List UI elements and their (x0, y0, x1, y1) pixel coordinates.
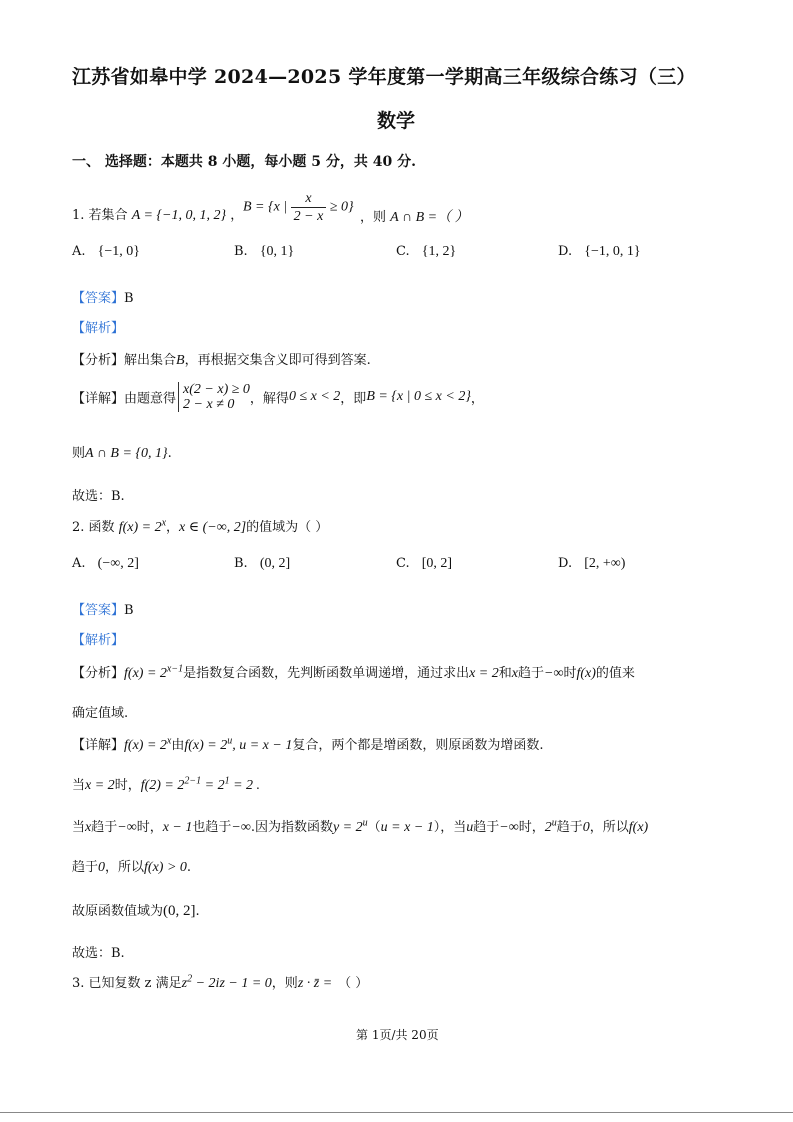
q3-prefix: 3. 已知复数 z 满足 (72, 976, 182, 991)
q1-set-a: A = {−1, 0, 1, 2} (131, 208, 227, 223)
l3-tends2: 趋于 (473, 820, 500, 835)
q2-option-a[interactable] (72, 556, 139, 572)
range-text: 故原函数值域为 (72, 904, 164, 919)
l3-u: u = x − 1 (380, 820, 434, 835)
option-value: (−∞, 2] (97, 556, 139, 571)
when-calc: f(2) = 2 (140, 778, 185, 793)
q3-exp: 2 (187, 973, 193, 985)
q2-option-b[interactable] (234, 556, 290, 572)
q3-z: z (181, 976, 188, 991)
q2-option-c[interactable] (396, 556, 452, 572)
q2-fenxi (72, 662, 635, 682)
q2-suffix: 的值域为（ ） (246, 520, 329, 535)
option-value: [2, +∞) (584, 556, 626, 571)
fenxi-text-end: ，再根据交集含义即可得到答案. (184, 353, 371, 368)
l4-tends: 趋于 (72, 860, 99, 875)
option-label: B. (234, 244, 248, 259)
q2-prefix: 2. 函数 (72, 520, 115, 535)
q2-stem (72, 516, 328, 536)
q2-answer (72, 599, 134, 618)
fenxi-when: 时 (563, 666, 577, 681)
option-label: C. (396, 244, 410, 259)
xiangjie-comma: ， (470, 391, 484, 407)
q1-stem (72, 204, 243, 224)
q1-option-c[interactable] (396, 244, 456, 260)
q2-option-d[interactable] (558, 556, 625, 572)
page-footer: 第 1页/共 20页 (356, 1028, 439, 1042)
xiangjie-text-3: ，即 (340, 391, 367, 407)
when-exp2: 1 (224, 775, 230, 787)
q3-equation: − 2iz − 1 = 0 (192, 976, 272, 991)
q2-range (72, 900, 200, 920)
q1-option-d[interactable] (558, 244, 641, 260)
l3-zero: 0 (582, 820, 590, 835)
q1-set-b-denominator: 2 − x (293, 209, 324, 224)
l3-y: y = 2 (332, 820, 363, 835)
document-title: 江苏省如皋中学 2024—2025 学年度第一学期高三年级综合练习（三） (72, 66, 696, 88)
l3-inf: −∞ (117, 820, 137, 835)
xiangjie-by: 由 (171, 738, 185, 753)
q2-domain: x ∈ (−∞, 2] (179, 520, 247, 535)
range-value: (0, 2] (163, 903, 196, 919)
range-period: . (195, 904, 200, 919)
l3-xm1: x − 1 (162, 820, 193, 835)
fenxi-inf: −∞ (544, 666, 564, 681)
l3-because: .因为指数函数 (250, 820, 333, 835)
when-x: x = 2 (85, 778, 115, 793)
l3-tends3: 趋于 (556, 820, 583, 835)
q1-option-a[interactable] (72, 244, 140, 260)
when-end: = 2 . (229, 778, 261, 793)
q1-suffix: ，则 (360, 210, 387, 225)
fenxi-set: B (176, 353, 185, 368)
l4-so: ，所以 (105, 860, 145, 875)
q1-option-b[interactable] (234, 244, 294, 260)
q1-xiangjie (72, 382, 484, 412)
system-line-1: x(2 − x) ≥ 0 (183, 382, 250, 397)
q2-xiangjie (72, 734, 543, 754)
answer-value: B (124, 603, 134, 618)
l3-paren-open: （ (367, 820, 381, 835)
fenxi-text: 是指数复合函数，先判断函数单调递增，通过求出 (183, 666, 470, 681)
option-label: D. (558, 244, 573, 259)
l3-fx: f(x) (628, 820, 649, 835)
l3-when: 时， (136, 820, 163, 835)
system-line-2: 2 − x ≠ 0 (183, 397, 235, 412)
xiangjie-tag: 【详解】 (72, 738, 125, 753)
section-heading: 一、 选择题：本题共 8 小题，每小题 5 分，共 40 分. (72, 154, 416, 170)
q1-inequality-system (178, 382, 250, 412)
conclusion-text: 则 (72, 446, 86, 461)
q3-ask: z · z̄ = (297, 976, 333, 991)
fenxi-exponent: x−1 (166, 663, 184, 675)
q3-then: ，则 (271, 976, 298, 991)
q3-stem (72, 972, 368, 992)
q2-analysis-tag (72, 629, 124, 648)
q1-conclusion (72, 442, 172, 462)
fenxi-text: 解出集合 (124, 353, 177, 368)
q2-comma: ， (166, 520, 180, 535)
fenxi-x2: x = 2 (469, 666, 499, 681)
fenxi-tag: 【分析】 (72, 666, 125, 681)
option-value: (0, 2] (259, 556, 291, 571)
analysis-tag: 【解析】 (72, 321, 125, 336)
fenxi-tag: 【分析】 (72, 353, 125, 368)
q1-ask (360, 206, 469, 226)
option-value: {1, 2} (421, 244, 457, 259)
l3-text: 当 (72, 820, 86, 835)
l3-2u-exp: u (551, 817, 557, 829)
l3-inf2: −∞ (231, 820, 251, 835)
option-label: D. (558, 556, 573, 571)
l3-also: 也趋于 (192, 820, 232, 835)
answer-tag: 【答案】 (72, 291, 125, 306)
xiangjie-function: f(x) = 2 (124, 738, 167, 753)
fenxi-x: x (511, 666, 518, 681)
l4-zero: 0 (98, 860, 106, 875)
option-label: B. (234, 556, 248, 571)
q1-prefix: 1. 若集合 (72, 208, 128, 223)
option-label: C. (396, 556, 410, 571)
xiangjie-set: B = {x | 0 ≤ x < 2} (366, 389, 471, 404)
q2-when-x2 (72, 774, 260, 794)
option-value: {−1, 0, 1} (584, 244, 641, 259)
subject-title: 数学 (377, 110, 416, 132)
when-text-2: 时， (114, 778, 141, 793)
fenxi-end: 的值来 (595, 666, 635, 681)
xiangjie-text-2: ，解得 (249, 391, 289, 407)
q1-set-b (243, 190, 354, 225)
option-value: {0, 1} (259, 244, 295, 259)
option-value: {−1, 0} (97, 244, 141, 259)
q2-limit-line (72, 816, 648, 836)
q2-function-exponent: x (161, 517, 167, 529)
q1-intersection: A ∩ B =（ ） (390, 210, 469, 225)
q3-paren: （ ） (338, 976, 369, 991)
l3-yexp: u (362, 817, 368, 829)
xiangjie-inequality: 0 ≤ x < 2 (288, 389, 341, 404)
page-bottom-rule (0, 1112, 793, 1113)
option-label: A. (72, 244, 86, 259)
conclusion-period: . (167, 446, 172, 461)
conclusion-math: A ∩ B = {0, 1} (85, 446, 168, 461)
when-text: 当 (72, 778, 86, 793)
xiangjie-composite: f(x) = 2 (184, 738, 228, 753)
q1-set-b-left: B = {x | (243, 199, 288, 215)
l3-when2: 时， (518, 820, 545, 835)
q2-positive-line (72, 856, 191, 876)
fenxi-function: f(x) = 2 (124, 666, 167, 681)
q2-choice: 故选：B. (72, 946, 125, 961)
answer-value: B (124, 291, 134, 306)
xiangjie-exponent: x (166, 735, 172, 747)
xiangjie-composite-exponent: u (227, 735, 233, 747)
when-exp1: 2−1 (184, 775, 202, 787)
q2-fenxi-line2: 确定值域. (72, 706, 129, 721)
q2-function: f(x) = 2 (118, 520, 162, 535)
xiangjie-text: 由题意得 (124, 391, 177, 407)
fenxi-tends: 趋于 (518, 666, 545, 681)
q1-set-b-fraction (291, 190, 327, 225)
analysis-tag: 【解析】 (72, 633, 125, 648)
q1-fenxi (72, 349, 371, 369)
l4-period: . (186, 860, 192, 875)
l3-u2: u (466, 820, 474, 835)
q1-choice: 故选：B. (72, 489, 125, 504)
xiangjie-inner: , u = x − 1 (232, 738, 293, 753)
q1-analysis-tag (72, 317, 124, 336)
option-value: [0, 2] (421, 556, 453, 571)
l3-inf3: −∞ (499, 820, 519, 835)
answer-tag: 【答案】 (72, 603, 125, 618)
when-eq: = 2 (201, 778, 225, 793)
q1-set-b-numerator: x (291, 190, 327, 208)
l3-x: x (85, 820, 92, 835)
option-label: A. (72, 556, 86, 571)
q1-comma: ， (230, 208, 244, 223)
q1-set-b-right: ≥ 0} (329, 199, 354, 215)
xiangjie-text: 复合，两个都是增函数，则原函数为增函数. (292, 738, 544, 753)
l3-so: ，所以 (589, 820, 629, 835)
l4-ineq: f(x) > 0 (144, 860, 187, 875)
l3-2u: 2 (544, 820, 552, 835)
xiangjie-tag: 【详解】 (72, 391, 125, 407)
fenxi-and: 和 (498, 666, 512, 681)
fenxi-fx: f(x) (576, 666, 596, 681)
q1-answer (72, 287, 134, 306)
l3-paren-close: ），当 (433, 820, 467, 835)
l3-tends: 趋于 (91, 820, 118, 835)
